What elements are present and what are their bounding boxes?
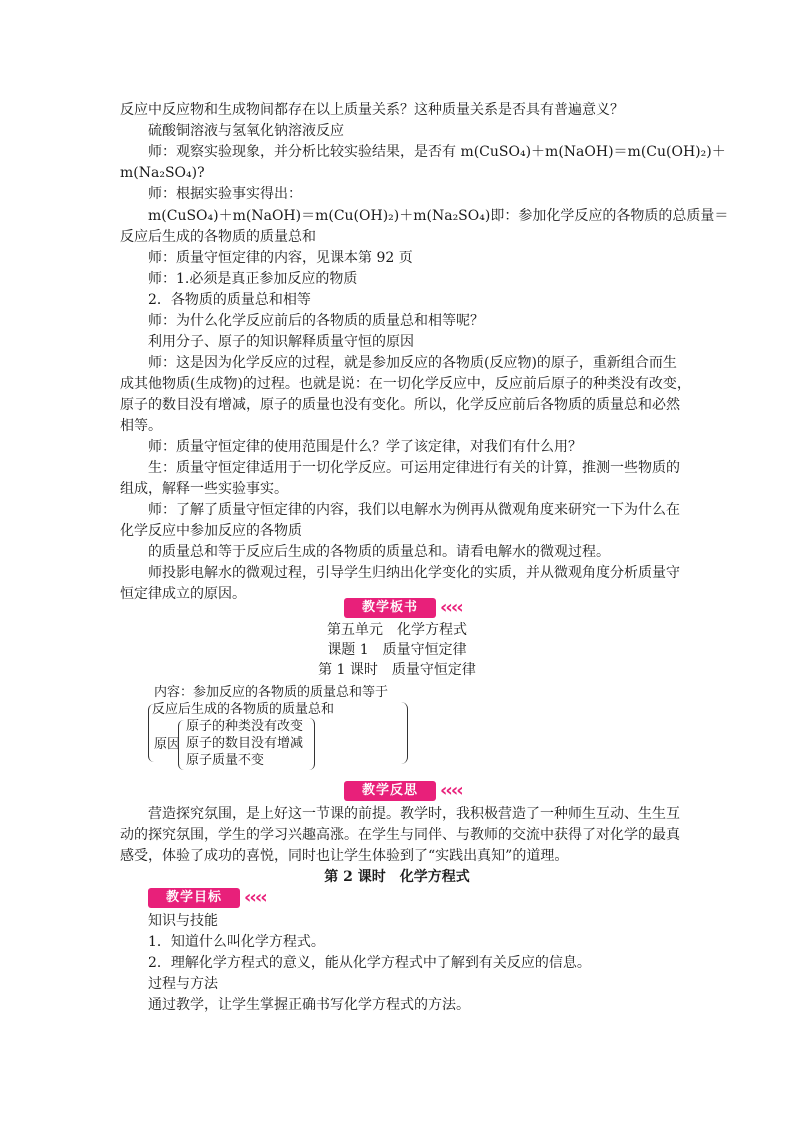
text-line: 师：根据实验事实得出： — [148, 186, 302, 202]
text-line: 师：质量守恒定律的使用范围是什么？学了该定律，对我们有什么用？ — [148, 439, 582, 455]
lesson2-heading: 第 2 课时 化学方程式 — [324, 869, 470, 885]
text-line: 成其他物质(生成物)的过程。也就是说：在一切化学反应中，反应前后原子的种类没有改变， — [120, 376, 691, 392]
text-line: 相等。 — [120, 418, 162, 434]
board-reason-item: 原子的种类没有改变 — [186, 719, 304, 734]
reflection-line: 感受，体验了成功的喜悦，同时也让学生体验到了“实践出真知”的道理。 — [120, 848, 569, 864]
reflection-line: 营造探究氛围，是上好这一节课的前提。教学时，我积极营造了一种师生互动、生生互 — [148, 806, 680, 822]
reflection-line: 动的探究氛围，学生的学习兴趣高涨。在学生与同伴、与教师的交流中获得了对化学的最真 — [120, 827, 680, 843]
board-diagram — [148, 684, 412, 780]
text-line: 师：了解了质量守恒定律的内容，我们以电解水为例再从微观角度来研究一下为什么在 — [148, 502, 680, 518]
inner-right-brace — [308, 718, 315, 770]
chevrons-icon: ‹‹‹‹ — [440, 780, 462, 801]
board-reason-item: 原子的数目没有增减 — [186, 736, 304, 751]
chevrons-icon: ‹‹‹‹ — [244, 887, 266, 908]
text-line: 化学反应中参加反应的各物质 — [120, 523, 302, 539]
text-line: 师：观察实验现象，并分析比较实验结果，是否有 m(CuSO₄)＋m(NaOH)＝m(Cu(OH)₂)＋ — [148, 144, 726, 160]
board-topic-title: 课题 1 质量守恒定律 — [327, 642, 467, 658]
text-line: 师：这是因为化学反应的过程，就是参加反应的各物质(反应物)的原子，重新组合而生 — [148, 355, 677, 371]
board-unit-title: 第五单元 化学方程式 — [327, 622, 467, 638]
text-line: 反应后生成的各物质的质量总和 — [120, 229, 316, 245]
banner-label: 教学板书 — [344, 598, 436, 618]
left-bracket — [148, 704, 155, 762]
inner-left-brace — [178, 720, 185, 770]
text-line: 师投影电解水的微观过程，引导学生归纳出化学变化的实质，并从微观角度分析质量守 — [148, 565, 680, 581]
text-line: 利用分子、原子的知识解释质量守恒的原因 — [148, 334, 414, 350]
text-line: 生：质量守恒定律适用于一切化学反应。可运用定律进行有关的计算，推测一些物质的 — [148, 460, 680, 476]
text-line: 师：1.必须是真正参加反应的物质 — [148, 271, 358, 287]
text-line: 硫酸铜溶液与氢氧化钠溶液反应 — [148, 123, 344, 139]
text-line: 师：为什么化学反应前后的各物质的质量总和相等呢？ — [148, 313, 484, 329]
objective-item: 1．知道什么叫化学方程式。 — [148, 934, 325, 950]
text-line: 的质量总和等于反应后生成的各物质的质量总和。请看电解水的微观过程。 — [148, 544, 610, 560]
board-content-line: 反应后生成的各物质的质量总和 — [152, 702, 335, 717]
objective-item: 通过教学，让学生掌握正确书写化学方程式的方法。 — [148, 997, 470, 1013]
banner-label: 教学反思 — [344, 781, 436, 801]
banner-label: 教学目标 — [148, 888, 240, 908]
text-line: 组成，解释一些实验事实。 — [120, 481, 288, 497]
text-line: 恒定律成立的原因。 — [120, 586, 246, 602]
board-content-line: 内容：参加反应的各物质的质量总和等于 — [154, 685, 389, 700]
board-reason-item: 原子质量不变 — [186, 753, 265, 768]
right-bracket — [401, 702, 408, 764]
section-banner-objectives — [148, 888, 298, 908]
text-line: 师：质量守恒定律的内容，见课本第 92 页 — [148, 250, 413, 266]
section-banner-reflection — [344, 781, 494, 801]
objective-section-title: 知识与技能 — [148, 913, 218, 929]
objective-section-title: 过程与方法 — [148, 976, 218, 992]
objective-item: 2．理解化学方程式的意义，能从化学方程式中了解到有关反应的信息。 — [148, 955, 591, 971]
text-line: m(CuSO₄)＋m(NaOH)＝m(Cu(OH)₂)＋m(Na₂SO₄)即：参加化学反应的各物质的总质量＝ — [148, 208, 729, 224]
chevrons-icon: ‹‹‹‹ — [440, 597, 462, 618]
text-line: 原子的数目没有增减，原子的质量也没有变化。所以，化学反应前后各物质的质量总和必然 — [120, 397, 680, 413]
text-line: 2．各物质的质量总和相等 — [148, 292, 311, 308]
board-reason-label: 原因 — [154, 737, 181, 752]
board-lesson-title: 第 1 课时 质量守恒定律 — [318, 662, 476, 678]
section-banner-board — [344, 598, 494, 618]
text-line: 反应中反应物和生成物间都存在以上质量关系？这种质量关系是否具有普遍意义？ — [120, 102, 624, 118]
text-line: m(Na₂SO₄)? — [120, 165, 205, 181]
